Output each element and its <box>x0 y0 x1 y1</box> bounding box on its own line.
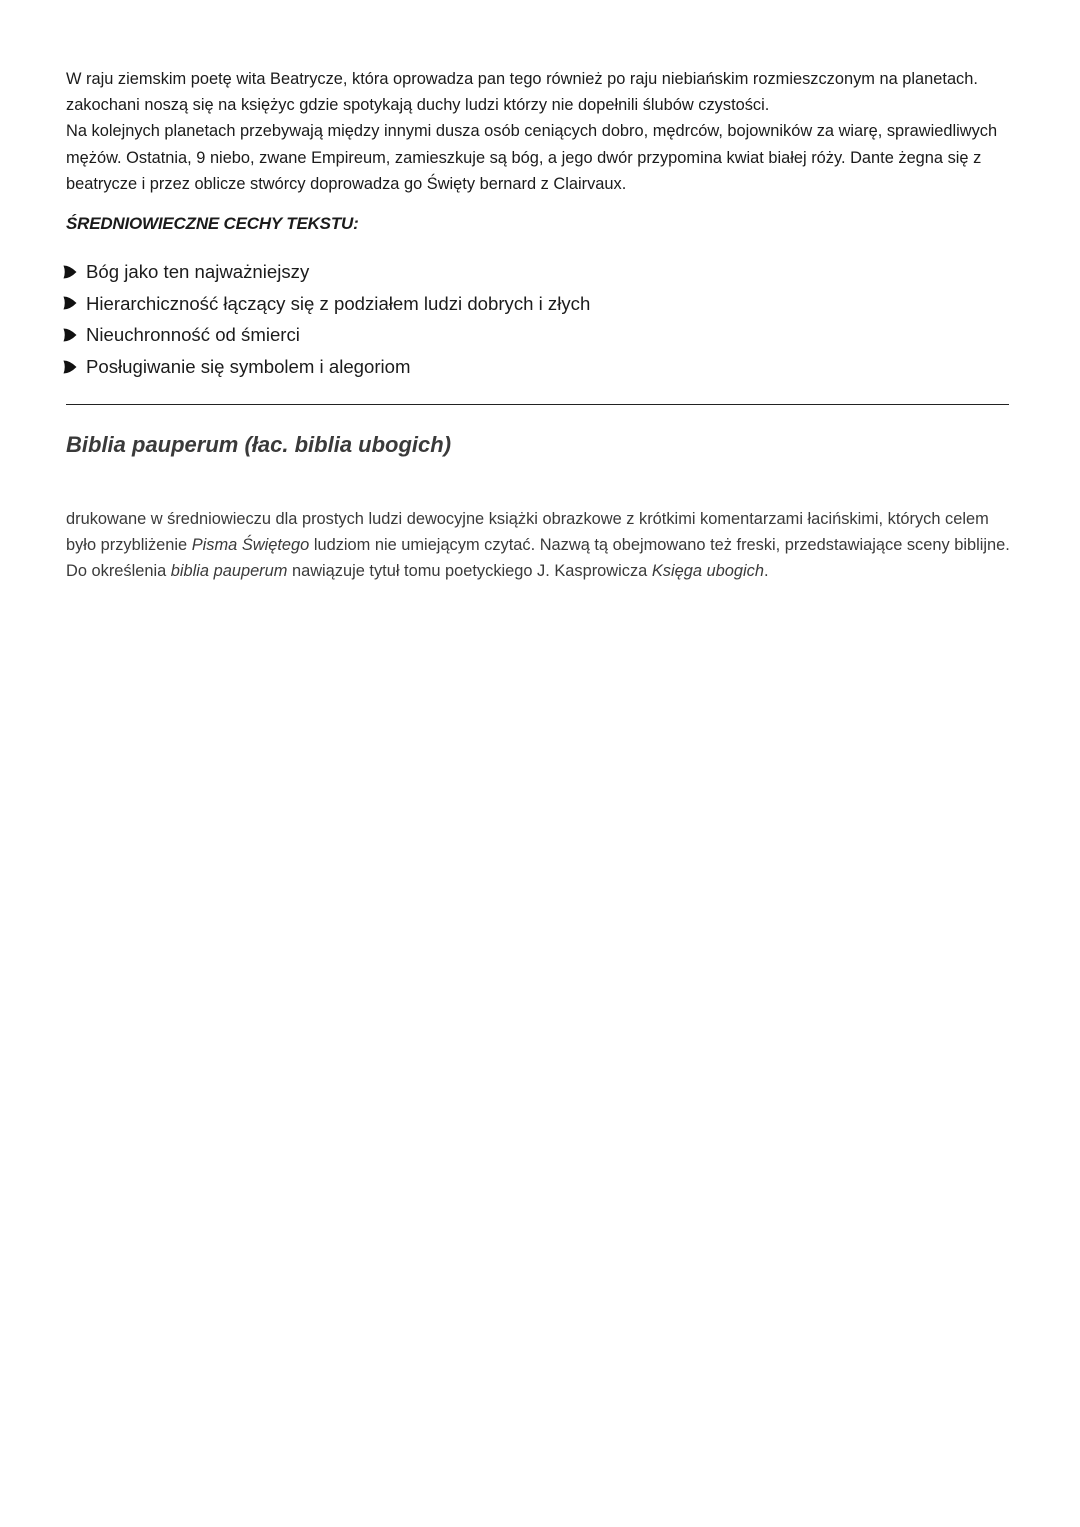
arrow-bullet-icon <box>62 359 78 375</box>
list-item-label: Nieuchronność od śmierci <box>86 324 300 346</box>
body-text: ludziom nie umiejącym czytać. Nazwą tą obejmowano też freski, przedstawiające sceny biblijne. Do określenia <box>66 536 1010 581</box>
body-emphasis: biblia pauperum <box>170 562 288 581</box>
features-heading: ŚREDNIOWIECZNE CECHY TEKSTU: <box>66 214 359 233</box>
arrow-bullet-icon <box>62 295 78 311</box>
body-text: drukowane w średniowieczu dla prostych ludzi dewocyjne książki obrazkowe z krótkimi komentarzami łacińskimi, których celem było przybliżenie <box>66 510 989 555</box>
section-title: Biblia pauperum (łac. biblia ubogich) <box>66 432 452 457</box>
body-emphasis: Pisma Świętego <box>191 536 310 555</box>
list-item <box>62 351 590 383</box>
list-item <box>62 319 590 351</box>
arrow-bullet-icon <box>62 264 78 280</box>
list-item-label: Bóg jako ten najważniejszy <box>86 261 310 282</box>
horizontal-divider <box>66 404 1009 405</box>
arrow-bullet-icon <box>62 327 78 343</box>
features-list <box>62 256 590 382</box>
list-item <box>62 256 590 288</box>
list-item-label: Hierarchiczność łączący się z podziałem ludzi dobrych i złych <box>86 292 591 314</box>
intro-text <box>66 66 1016 197</box>
body-text: nawiązuje tytuł tomu poetyckiego J. Kasprowicza <box>287 562 652 581</box>
list-item <box>62 288 590 320</box>
body-emphasis: Księga ubogich <box>651 562 764 581</box>
body-text: . <box>763 562 769 581</box>
section-body <box>66 506 1016 585</box>
intro-paragraph-2: Na kolejnych planetach przebywają między innymi dusza osób ceniących dobro, mędrców, bojowników za wiarę, sprawiedliwych mężów. Ostatnia, 9 niebo, zwane Empireum, zamieszkuje są bóg, a jego dwór przypomina kwiat białej róży. Dante żegna się z beatrycze i przez oblicze stwórcy doprowadza go Święty bernard z Clairvaux. <box>66 122 998 193</box>
intro-paragraph-1: W raju ziemskim poetę wita Beatrycze, która oprowadza pan tego również po raju niebiańskim rozmieszczonym na planetach. zakochani noszą się na księżyc gdzie spotykają duchy ludzi którzy nie dopełnili ślubów czystości. <box>66 70 978 115</box>
list-item-label: Posługiwanie się symbolem i alegoriom <box>86 355 411 377</box>
